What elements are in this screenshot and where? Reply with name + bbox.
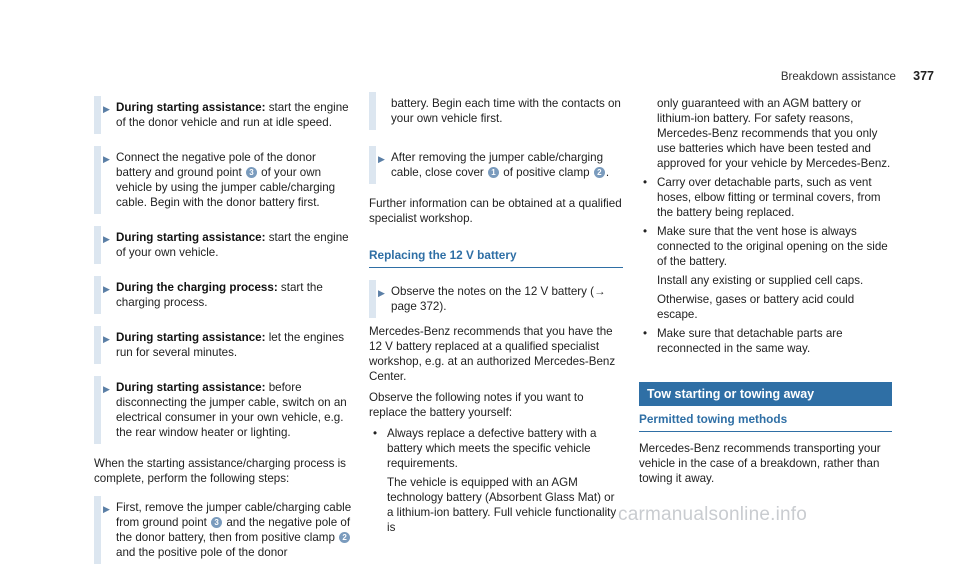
- watermark: carmanualsonline.info: [618, 504, 808, 525]
- instruction-step-continued: [369, 92, 623, 130]
- section-title: Breakdown assistance: [780, 71, 896, 83]
- list-item-subtext: The vehicle is equipped with an AGM technology battery (Absorbent Glass Mat) or a lithium-ion battery. Full vehicle functionality is: [387, 476, 617, 534]
- bullet-icon: •: [643, 327, 648, 340]
- paragraph: When the starting assistance/charging process is complete, perform the following steps:: [94, 457, 346, 485]
- bullet-icon: •: [373, 427, 378, 440]
- column-3: [639, 96, 892, 492]
- list-item-text: Always replace a defective battery with a battery which meets the specific vehicle requirements.: [387, 427, 597, 470]
- bullet-icon: •: [643, 176, 648, 189]
- instruction-step: [94, 376, 354, 444]
- step-text: start the engine of your own vehicle.: [116, 231, 349, 259]
- list-item-text: Make sure that detachable parts are reconnected in the same way.: [657, 327, 843, 355]
- arrow-icon: ▶: [378, 288, 385, 298]
- step-text: First, remove the jumper cable/charging cable from ground point: [116, 501, 352, 529]
- list-item-text: Make sure that the vent hose is always connected to the original opening on the side of the battery.: [657, 225, 888, 268]
- list-item-subtext: Install any existing or supplied cell caps.: [657, 274, 864, 287]
- step-text: and the negative pole of the donor battery, then from positive clamp: [116, 516, 351, 544]
- list-item-text: only guaranteed with an AGM battery or lithium-ion battery. For safety reasons, Mercedes-Benz recommends that you only use batteries which have been tested and approved for your vehicle by Mercedes-Benz.: [657, 97, 891, 170]
- section-heading: Replacing the 12 V battery: [369, 248, 623, 268]
- arrow-icon: ▶: [378, 154, 385, 164]
- step-label: During starting assistance:: [116, 331, 266, 344]
- bullet-icon: •: [643, 225, 648, 238]
- paragraph: Further information can be obtained at a qualified specialist workshop.: [369, 197, 622, 225]
- instruction-step: [94, 146, 354, 214]
- list-item-continued: [639, 96, 892, 171]
- step-text: of positive clamp: [500, 166, 593, 179]
- list-item: [639, 175, 892, 220]
- arrow-icon: ▶: [103, 104, 110, 114]
- list-item-text: Carry over detachable parts, such as vent hoses, elbow fitting or terminal covers, from the battery being replaced.: [657, 176, 881, 219]
- page-number: 377: [913, 69, 934, 83]
- subsection-heading: Permitted towing methods: [639, 406, 892, 432]
- step-label: During starting assistance:: [116, 101, 266, 114]
- arrow-icon: ▶: [103, 334, 110, 344]
- marker-1-icon: 1: [488, 167, 499, 178]
- instruction-step: [94, 496, 354, 564]
- step-text: of your own vehicle by using the jumper cable/charging cable. Begin with the donor battery first.: [116, 166, 336, 209]
- instruction-step: [94, 96, 354, 134]
- step-text: and the positive pole of the donor: [116, 546, 288, 559]
- marker-2-icon: 2: [594, 167, 605, 178]
- section-banner: Tow starting or towing away: [639, 382, 892, 406]
- step-text: start the charging process.: [116, 281, 323, 309]
- instruction-step: [94, 276, 354, 314]
- step-text: start the engine of the donor vehicle and run at idle speed.: [116, 101, 349, 129]
- arrow-icon: ▶: [103, 234, 110, 244]
- arrow-icon: ▶: [103, 504, 110, 514]
- list-item: [639, 224, 892, 322]
- paragraph: Observe the following notes if you want to replace the battery yourself:: [369, 391, 584, 419]
- step-label: During starting assistance:: [116, 381, 266, 394]
- arrow-icon: ▶: [103, 154, 110, 164]
- step-text: battery. Begin each time with the contacts on your own vehicle first.: [391, 97, 621, 125]
- arrow-icon: ▶: [103, 384, 110, 394]
- instruction-step: [94, 326, 354, 364]
- step-label: During the charging process:: [116, 281, 278, 294]
- paragraph: Mercedes-Benz recommends transporting your vehicle in the case of a breakdown, rather than towing it away.: [639, 442, 881, 485]
- step-text: .: [605, 166, 610, 179]
- list-item-subtext: Otherwise, gases or battery acid could escape.: [657, 293, 855, 321]
- instruction-step: [369, 280, 623, 318]
- step-text: Observe the notes on the 12 V battery (→ page 372).: [391, 285, 606, 313]
- list-item: [369, 426, 623, 535]
- step-text: Connect the negative pole of the donor battery and ground point: [116, 151, 316, 179]
- instruction-step: [94, 226, 354, 264]
- marker-3-icon: 3: [211, 517, 222, 528]
- list-item: [639, 326, 892, 356]
- step-text: before disconnecting the jumper cable, switch on an electrical consumer in your own vehicle, e.g. the rear window heater or lighting.: [116, 381, 347, 439]
- page-header: [781, 69, 934, 85]
- marker-3-icon: 3: [246, 167, 257, 178]
- paragraph: Mercedes-Benz recommends that you have the 12 V battery replaced at a qualified specialist workshop, e.g. at an authorized Mercedes-Benz Center.: [369, 325, 616, 383]
- step-label: During starting assistance:: [116, 231, 266, 244]
- column-2: [369, 96, 623, 539]
- step-text: let the engines run for several minutes.: [116, 331, 345, 359]
- instruction-step: [369, 146, 623, 184]
- column-1: [94, 96, 354, 576]
- marker-2-icon: 2: [339, 532, 350, 543]
- arrow-icon: ▶: [103, 284, 110, 294]
- step-text: After removing the jumper cable/charging cable, close cover: [391, 151, 604, 179]
